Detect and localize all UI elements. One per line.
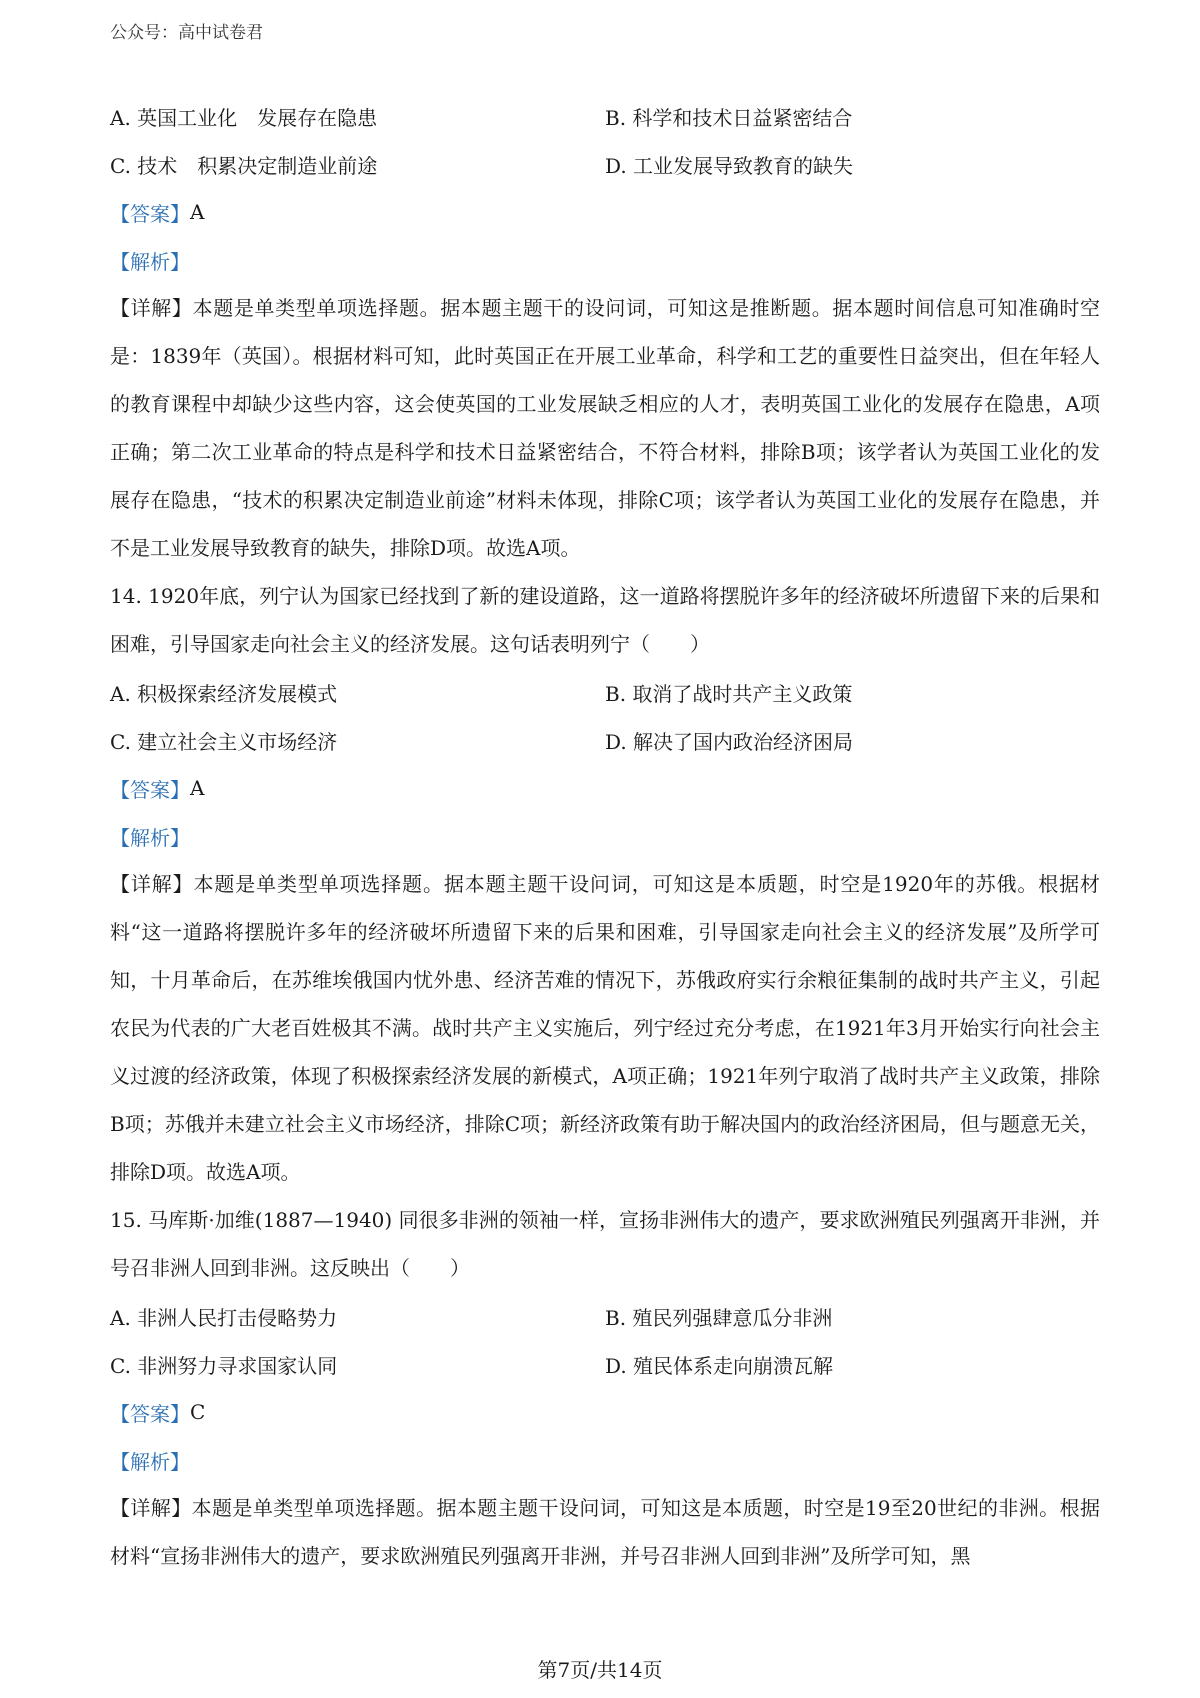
q13-detail-tag: 【详解】: [110, 296, 193, 320]
q14-detail-tag: 【详解】: [110, 872, 194, 896]
q13-analysis-tag: 【解析】: [110, 249, 190, 274]
q13-option-c: C. 技术 积累决定制造业前途: [110, 153, 378, 178]
q14-answer-tag: 【答案】: [110, 777, 190, 802]
q13-analysis: [110, 236, 1100, 284]
q13-detail: [110, 284, 1100, 572]
q14-option-a: A. 积极探索经济发展模式: [110, 681, 338, 706]
page-content: [110, 92, 1100, 1580]
q15-analysis: [110, 1436, 1100, 1484]
q15-option-c: C. 非洲努力寻求国家认同: [110, 1353, 338, 1378]
q15-option-b: B. 殖民列强肆意瓜分非洲: [605, 1305, 833, 1330]
q14-option-b: B. 取消了战时共产主义政策: [605, 681, 853, 706]
q14-option-c: C. 建立社会主义市场经济: [110, 729, 338, 754]
q14-detail: [110, 860, 1100, 1196]
q15-answer: [110, 1388, 1100, 1436]
q13-option-a: A. 英国工业化 发展存在隐患: [110, 105, 378, 130]
q13-option-d: D. 工业发展导致教育的缺失: [605, 153, 854, 178]
q15-stem: 15. 马库斯·加维(1887—1940) 同很多非洲的领袖一样，宣扬非洲伟大的遗产，要求欧洲殖民列强离开非洲，并号召非洲人回到非洲。这反映出（ ）: [110, 1208, 1100, 1280]
q14-answer-value: A: [190, 776, 205, 800]
q14-options-row-2: [110, 716, 1100, 764]
q13-answer: [110, 188, 1100, 236]
q14-analysis: [110, 812, 1100, 860]
q14-options-row-1: [110, 668, 1100, 716]
q14-detail-text: 本题是单类型单项选择题。据本题主题干设问词，可知这是本质题，时空是1920年的苏俄。根据材料“这一道路将摆脱许多年的经济破坏所遗留下来的后果和困难，引导国家走向社会主义的经济发展”及所学可知，十月革命后，在苏维埃俄国内忧外患、经济苦难的情况下，苏俄政府实行余粮征集制的战时共产主义，引起农民为代表的广大老百姓极其不满。战时共产主义实施后，列宁经过充分考虑，在1921年3月开始实行向社会主义过渡的经济政策，体现了积极探索经济发展的新模式，A项正确；1921年列宁取消了战时共产主义政策，排除B项；苏俄并未建立社会主义市场经济，排除C项；新经济政策有助于解决国内的政治经济困局，但与题意无关，排除D项。故选A项。: [110, 872, 1101, 1184]
q15-answer-tag: 【答案】: [110, 1401, 190, 1426]
q14-analysis-tag: 【解析】: [110, 825, 190, 850]
q15-detail-tag: 【详解】: [110, 1496, 192, 1520]
q13-options-row-2: [110, 140, 1100, 188]
q15-answer-value: C: [190, 1400, 206, 1424]
q15-detail-text: 本题是单类型单项选择题。据本题主题干设问词，可知这是本质题，时空是19至20世纪的非洲。根据材料“宣扬非洲伟大的遗产，要求欧洲殖民列强离开非洲，并号召非洲人回到非洲”及所学可知，黑: [110, 1496, 1100, 1568]
q15-analysis-tag: 【解析】: [110, 1449, 190, 1474]
q14-stem: 14. 1920年底，列宁认为国家已经找到了新的建设道路，这一道路将摆脱许多年的经济破坏所遗留下来的后果和困难，引导国家走向社会主义的经济发展。这句话表明列宁（ ）: [110, 584, 1100, 656]
q13-option-b: B. 科学和技术日益紧密结合: [605, 105, 853, 130]
q13-answer-tag: 【答案】: [110, 201, 190, 226]
q15-option-a: A. 非洲人民打击侵略势力: [110, 1305, 338, 1330]
q15-option-d: D. 殖民体系走向崩溃瓦解: [605, 1353, 834, 1378]
q15-options-row-2: [110, 1340, 1100, 1388]
q14-option-d: D. 解决了国内政治经济困局: [605, 729, 854, 754]
q14-answer: [110, 764, 1100, 812]
q15-options-row-1: [110, 1292, 1100, 1340]
q13-options-row-1: [110, 92, 1100, 140]
page-footer: 第7页/共14页: [537, 1658, 663, 1682]
q13-detail-text: 本题是单类型单项选择题。据本题主题干的设问词，可知这是推断题。据本题时间信息可知准确时空是：1839年（英国）。根据材料可知，此时英国正在开展工业革命，科学和工艺的重要性日益突出，但在年轻人的教育课程中却缺少这些内容，这会使英国的工业发展缺乏相应的人才，表明英国工业化的发展存在隐患，A项正确；第二次工业革命的特点是科学和技术日益紧密结合，不符合材料，排除B项；该学者认为英国工业化的发展存在隐患，“技术的积累决定制造业前途”材料未体现，排除C项；该学者认为英国工业化的发展存在隐患，并不是工业发展导致教育的缺失，排除D项。故选A项。: [110, 296, 1101, 560]
q15-detail: [110, 1484, 1100, 1580]
page-header: 公众号：高中试卷君: [110, 23, 263, 43]
q13-answer-value: A: [190, 200, 205, 224]
